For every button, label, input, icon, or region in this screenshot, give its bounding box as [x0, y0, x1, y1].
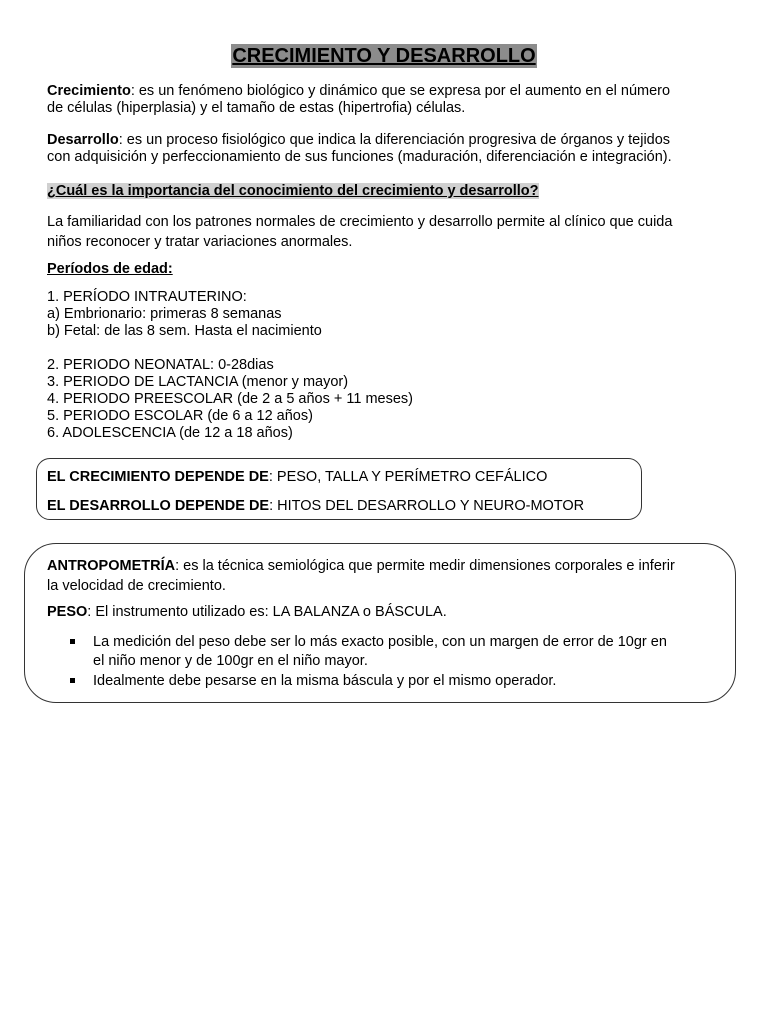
periodos-heading: Períodos de edad: [47, 261, 173, 277]
desarrollo-depende-line [47, 498, 637, 515]
crecimiento-depende-label: EL CRECIMIENTO DEPENDE DE [47, 469, 269, 485]
bullet-text [93, 672, 723, 691]
title-container [0, 44, 768, 68]
antropometria-line-1: : es la técnica semiológica que permite medir dimensiones corporales e inferir [175, 558, 675, 574]
peso-value: : El instrumento utilizado es: LA BALANZA o BÁSCULA. [87, 604, 447, 620]
peso-paragraph [47, 604, 727, 621]
list-item: 2. PERIODO NEONATAL: 0-28dias [47, 357, 274, 373]
list-item [70, 672, 720, 692]
page-title: CRECIMIENTO Y DESARROLLO [232, 45, 536, 67]
desarrollo-depende-value: : HITOS DEL DESARROLLO Y NEURO-MOTOR [269, 498, 585, 514]
bullet-text [93, 633, 723, 671]
list-item: 6. ADOLESCENCIA (de 12 a 18 años) [47, 425, 293, 441]
periodos-list [47, 357, 727, 442]
desarrollo-depende-label: EL DESARROLLO DEPENDE DE [47, 498, 270, 514]
list-item: b) Fetal: de las 8 sem. Hasta el nacimiento [47, 323, 322, 339]
periodos-heading-block [47, 261, 727, 278]
crecimiento-depende-value: : PESO, TALLA Y PERÍMETRO CEFÁLICO [268, 469, 548, 485]
periodo-intrauterino-list [47, 289, 727, 340]
peso-term: PESO [47, 604, 88, 620]
antropometria-term: ANTROPOMETRÍA [47, 558, 176, 574]
desarrollo-line-1: : es un proceso fisiológico que indica la diferenciación progresiva de órganos y tejidos [118, 132, 671, 148]
desarrollo-paragraph [47, 132, 727, 166]
bullet-line-1: Idealmente debe pesarse en la misma báscula y por el mismo operador. [93, 673, 557, 689]
list-item: 3. PERIODO DE LACTANCIA (menor y mayor) [47, 374, 349, 390]
desarrollo-line-2: con adquisición y perfeccionamiento de sus funciones (maduración, diferenciación e integración). [47, 149, 672, 165]
desarrollo-term: Desarrollo [47, 132, 119, 148]
answer-line-1: La familiaridad con los patrones normales de crecimiento y desarrollo permite al clínico que cuida [47, 214, 673, 230]
crecimiento-line-1: : es un fenómeno biológico y dinámico que se expresa por el aumento en el número [130, 83, 671, 99]
antropometria-paragraph [47, 556, 727, 596]
crecimiento-paragraph [47, 83, 727, 117]
crecimiento-term: Crecimiento [47, 83, 131, 99]
list-item: a) Embrionario: primeras 8 semanas [47, 306, 282, 322]
list-item: 1. PERÍODO INTRAUTERINO: [47, 289, 247, 305]
bullet-line-1: La medición del peso debe ser lo más exacto posible, con un margen de error de 10gr en [93, 634, 667, 650]
bullet-square-icon [70, 639, 75, 644]
answer-line-2: niños reconocer y tratar variaciones anormales. [47, 234, 353, 250]
bullet-line-2: el niño menor y de 100gr en el niño mayor. [93, 653, 368, 669]
question-paragraph [47, 183, 727, 200]
antropometria-line-2: la velocidad de crecimiento. [47, 578, 226, 594]
crecimiento-line-2: de células (hiperplasia) y el tamaño de estas (hipertrofia) células. [47, 100, 466, 116]
question-heading: ¿Cuál es la importancia del conocimiento del crecimiento y desarrollo? [47, 183, 539, 199]
list-item: 4. PERIODO PREESCOLAR (de 2 a 5 años + 11 meses) [47, 391, 414, 407]
list-item: 5. PERIODO ESCOLAR (de 6 a 12 años) [47, 408, 313, 424]
bullet-square-icon [70, 678, 75, 683]
list-item [70, 633, 720, 673]
answer-paragraph [47, 212, 727, 252]
crecimiento-depende-line [47, 469, 637, 486]
